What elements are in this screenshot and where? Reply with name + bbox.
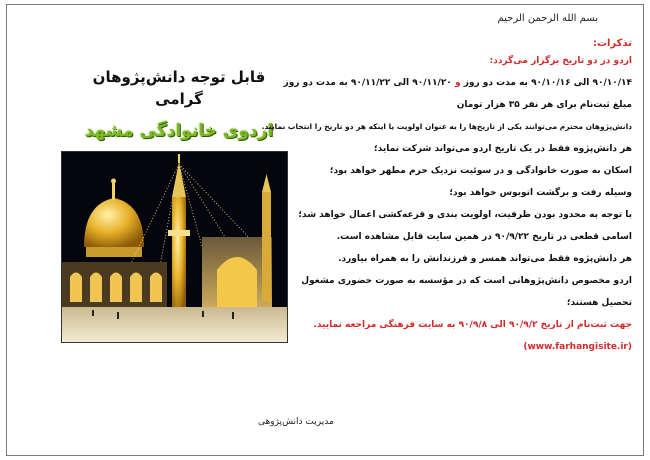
poster-title-line1: قابل توجه دانش‌پژوهان گرامی: [92, 68, 266, 108]
notes-line: مبلغ ثبت‌نام برای هر نفر ۳۵ هزار تومان: [456, 100, 632, 110]
notes-line: اردو مخصوص دانش‌پژوهانی است که در مؤسسه به صورت حضوری مشغول: [301, 276, 632, 286]
website-link[interactable]: (www.farhangisite.ir): [523, 342, 632, 352]
notes-line: اسکان به صورت خانوادگی و در سوئیت نزدیک حرم مطهر خواهد بود؛: [329, 166, 632, 176]
notes-line: با توجه به محدود بودن ظرفیت، اولویت بندی و قرعه‌کشی اعمال خواهد شد؛: [298, 210, 632, 220]
notes-section: [261, 38, 632, 362]
notes-line: اسامی قطعی در تاریخ ۹۰/۹/۲۲ در همین سایت قابل مشاهده است.: [336, 232, 632, 242]
notes-line: تحصیل هستند؛: [566, 298, 632, 308]
notes-heading: تذکرات:: [592, 38, 632, 49]
shrine-photo: [61, 151, 288, 343]
bismillah-text: بسم الله الرحمن الرحيم: [497, 13, 598, 24]
notes-line: هر دانش‌پژوه فقط می‌تواند همسر و فرزندانش را به همراه بیاورد.: [338, 254, 632, 264]
notes-line: دانش‌پژوهان محترم می‌توانند یکی از تاریخ‌ها را به عنوان اولویت یا اینکه هر دو تاریخ را انتخاب نمایند.: [261, 122, 632, 131]
registration-line: جهت ثبت‌نام از تاریخ ۹۰/۹/۲ الی ۹۰/۹/۸ به سایت فرهنگی مراجعه نمایید.: [313, 320, 632, 330]
dates-first: ۹۰/۱۰/۱۴ الی ۹۰/۱۰/۱۶ به مدت دو روز: [460, 78, 632, 88]
notes-line: وسیله رفت و برگشت اتوبوس خواهد بود؛: [449, 188, 632, 198]
dates-and: و: [454, 78, 461, 88]
notes-line: اردو در دو تاریخ برگزار می‌گردد:: [489, 56, 632, 66]
poster-title-line2: اردوی خانوادگی مشهد: [84, 121, 274, 141]
dates-second: ۹۰/۱۱/۲۰ الی ۹۰/۱۱/۲۲ به مدت دو روز: [283, 78, 455, 88]
notes-dates-line: [283, 78, 632, 100]
signature-text: مدیریت دانش‌پژوهی: [258, 417, 334, 427]
notes-line: هر دانش‌پژوه فقط در یک تاریخ اردو می‌تواند شرکت نماید؛: [374, 144, 632, 154]
